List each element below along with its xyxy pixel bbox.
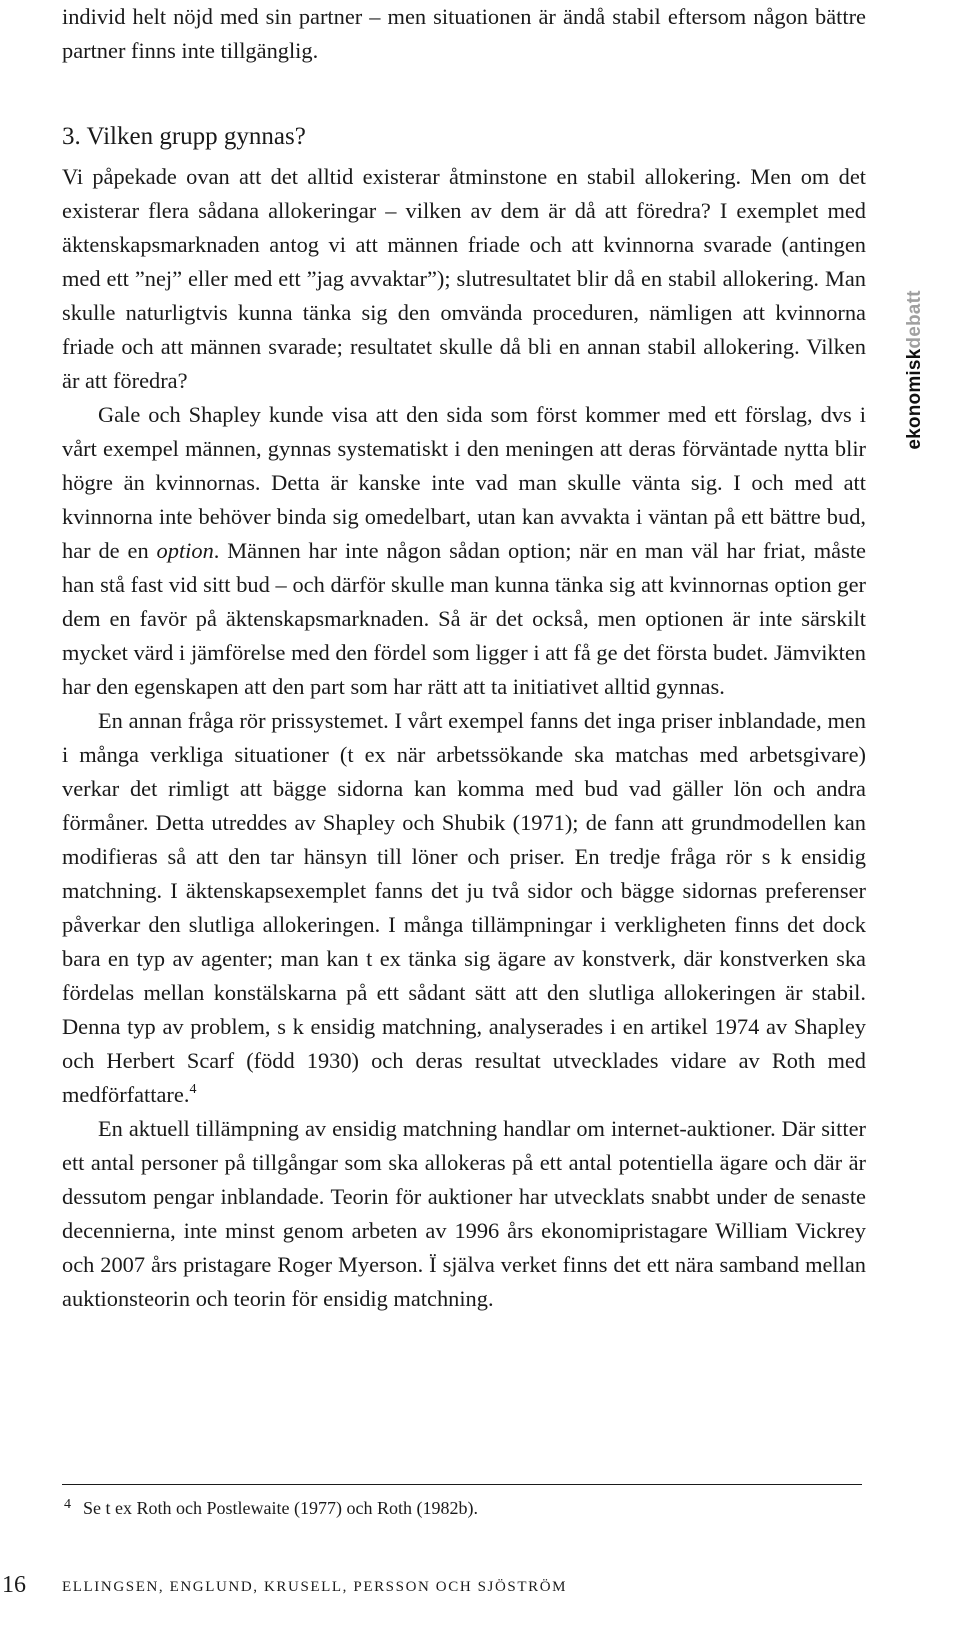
side-label-part-1: ekonomisk: [904, 348, 925, 450]
footnote-divider: [62, 1484, 862, 1485]
footnote-text: Se t ex Roth och Postlewaite (1977) och Roth (1982b).: [83, 1498, 478, 1518]
paragraph-2-part-b: . Männen har inte någon sådan option; när en man väl har friat, måste han stå fast vid sitt bud – och därför skulle man kunna tänka sig att kvinnornas option ger dem en favör på äktenskapsmarknaden. Så är det också, men optionen är inte särskilt mycket värd i jämförelse med den fördel som ligger i att få ge det första budet. Jämvikten har den egenskapen att den part som har rätt att ta initiativet alltid gynnas.: [62, 538, 866, 699]
section-heading: [62, 120, 866, 154]
section-heading-text: 3. Vilken grupp gynnas?: [62, 123, 306, 150]
body-paragraph-3: [62, 704, 866, 1112]
page-number: 16: [2, 1572, 26, 1598]
option-emphasis: option: [156, 538, 214, 563]
footnote-mark: 4: [64, 1497, 71, 1512]
journal-side-label-text: [904, 290, 926, 449]
footnote-reference[interactable]: 4: [189, 1082, 197, 1097]
side-label-part-2: debatt: [904, 290, 925, 349]
footnote: [62, 1492, 862, 1521]
running-footer-authors: ELLINGSEN, ENGLUND, KRUSELL, PERSSON OCH SJÖSTRÖM: [62, 1579, 568, 1595]
body-paragraph-1: Vi påpekade ovan att det alltid existerar åtminstone en stabil allokering. Men om det existerar flera sådana allokeringar – vilken av dem är då att föredra? I exemplet med äktenskapsmarknaden antog vi att männen friade och att kvinnorna svarade (antingen med ett ”nej” eller med ett ”jag avvaktar”); slutresultatet blir då en stabil allokering. Man skulle naturligtvis kunna tänka sig den omvända proceduren, nämligen att kvinnorna friade och att männen svarade; resultatet skulle då bli en annan stabil allokering. Vilken är att föredra?: [62, 164, 866, 393]
intro-paragraph: individ helt nöjd med sin partner – men situationen är ändå stabil eftersom någon bättre partner finns inte tillgänglig.: [62, 4, 866, 63]
body-paragraph-4: En aktuell tillämpning av ensidig matchning handlar om internet-auktioner. Där sitter ett antal personer på tillgångar som ska allokeras på ett antal potentiella ägare och där är dessutom pengar inblandade. Teorin för auktioner har utvecklats snabbt under de senaste decennierna, inte minst genom arbeten av 1996 års ekonomipristagare William Vickrey och 2007 års pristagare Roger Myerson. Ï själva verket finns det ett nära samband mellan auktionsteorin och teorin för ensidig matchning.: [62, 1116, 866, 1311]
paragraph-3-text: En annan fråga rör prissystemet. I vårt exempel fanns det inga priser inblandade, men i många verkliga situationer (t ex när arbetssökande ska matchas med arbetsgivare) verkar det rimligt att bägge sidorna kan komma med bud vad gäller lön och andra förmåner. Detta utreddes av Shapley och Shubik (1971); de fann att grundmodellen kan modifieras så att den tar hänsyn till löner och priser. En tredje fråga rör s k ensidig matchning. I äktenskapsexemplet fanns det ju två sidor och bägge sidornas preferenser påverkar den slutliga allokeringen. I många tillämpningar i verkligheten finns det dock bara en typ av agenter; man kan t ex tänka sig ägare av konstverk, där konstverken ska fördelas mellan konstälskarna på ett sådant sätt att den slutliga allokeringen är stabil. Denna typ av problem, s k ensidig matchning, analyserades i en artikel 1974 av Shapley och Herbert Scarf (född 1930) och deras resultat utvecklades vidare av Roth med medförfattare.: [62, 708, 866, 1107]
paragraph-2-part-a: Gale och Shapley kunde visa att den sida som först kommer med ett förslag, dvs i vårt exempel männen, gynnas systematiskt i den meningen att deras förväntade nytta blir högre än kvinnornas. Detta är kanske inte vad man skulle vänta sig. I och med att kvinnorna inte behöver binda sig omedelbart, utan kan avvakta i väntan på ett bättre bud, har de en: [62, 402, 866, 563]
journal-side-label: [898, 280, 932, 460]
article-body: [62, 0, 866, 1316]
body-paragraph-2: [62, 398, 866, 704]
